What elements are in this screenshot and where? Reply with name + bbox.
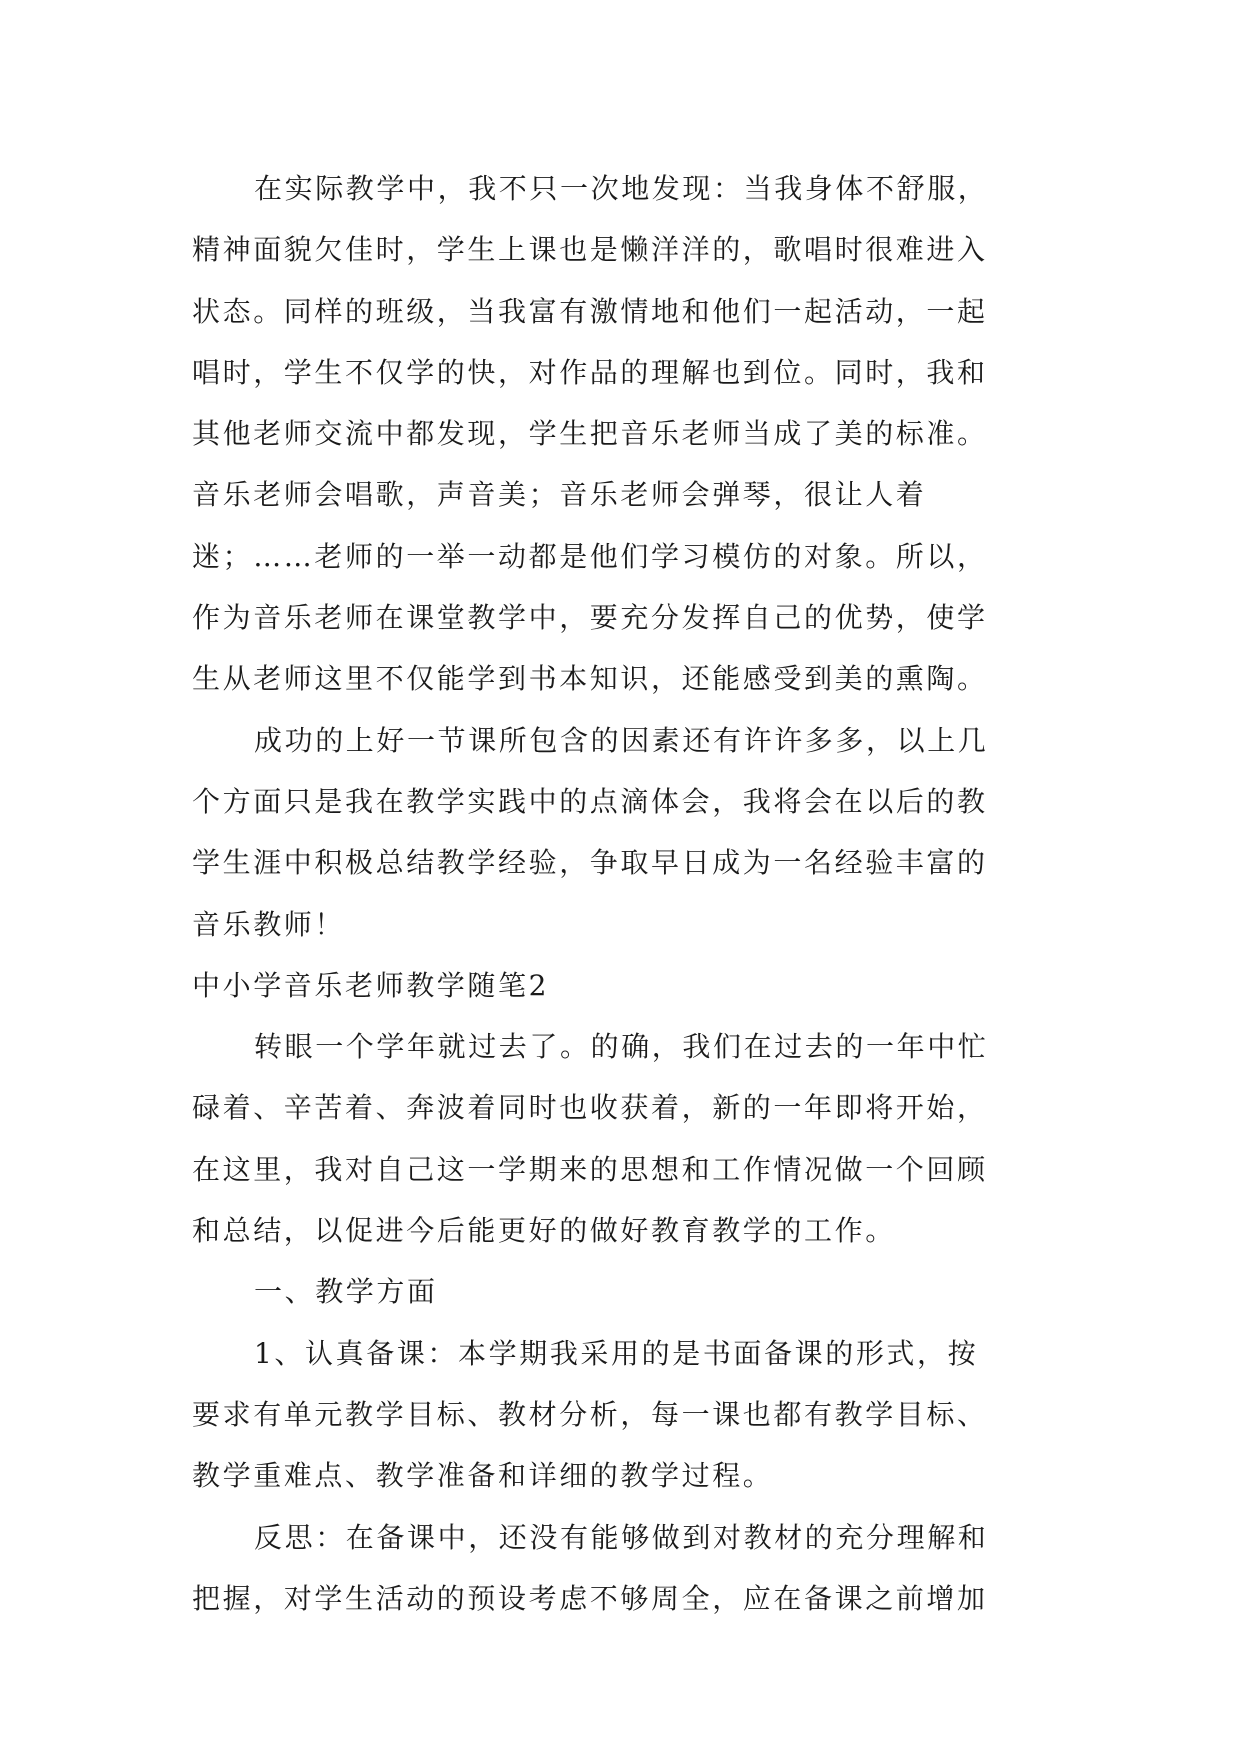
text-line: 作为音乐老师在课堂教学中，要充分发挥自己的优势，使学: [192, 601, 988, 635]
section-heading: 中小学音乐老师教学随笔2: [192, 968, 550, 1002]
text-line: 音乐老师会唱歌，声音美；音乐老师会弹琴，很让人着: [192, 478, 927, 512]
text-line: 碌着、辛苦着、奔波着同时也收获着，新的一年即将开始，: [192, 1091, 988, 1125]
text-line: 个方面只是我在教学实践中的点滴体会，我将会在以后的教: [192, 784, 988, 818]
text-line: 精神面貌欠佳时，学生上课也是懒洋洋的，歌唱时很难进入: [192, 233, 988, 267]
subsection-heading: 一、教学方面: [254, 1275, 438, 1309]
text-line: 学生涯中积极总结教学经验，争取早日成为一名经验丰富的: [192, 846, 988, 880]
text-line: 反思：在备课中，还没有能够做到对教材的充分理解和: [254, 1520, 989, 1554]
text-line: 在实际教学中，我不只一次地发现：当我身体不舒服，: [254, 172, 989, 205]
text-line: 成功的上好一节课所包含的因素还有许许多多，以上几: [254, 723, 989, 757]
text-line: 转眼一个学年就过去了。的确，我们在过去的一年中忙: [254, 1030, 989, 1064]
text-line: 教学重难点、教学准备和详细的教学过程。: [192, 1459, 774, 1493]
text-line: 其他老师交流中都发现，学生把音乐老师当成了美的标准。: [192, 417, 988, 451]
text-line: 在这里，我对自己这一学期来的思想和工作情况做一个回顾: [192, 1152, 988, 1186]
document-body: [192, 158, 1072, 1629]
text-line: 状态。同样的班级，当我富有激情地和他们一起活动，一起: [192, 294, 988, 328]
text-line: 和总结，以促进今后能更好的做好教育教学的工作。: [192, 1214, 896, 1248]
text-line: 迷；……老师的一举一动都是他们学习模仿的对象。所以，: [192, 539, 988, 573]
text-line: 音乐教师！: [192, 907, 346, 941]
text-line: 生从老师这里不仅能学到书本知识，还能感受到美的熏陶。: [192, 662, 988, 696]
text-line: 要求有单元教学目标、教材分析，每一课也都有教学目标、: [192, 1397, 988, 1431]
text-line: 1、认真备课：本学期我采用的是书面备课的形式，按: [254, 1336, 979, 1370]
text-line: 把握，对学生活动的预设考虑不够周全，应在备课之前增加: [192, 1581, 988, 1615]
text-line: 唱时，学生不仅学的快，对作品的理解也到位。同时，我和: [192, 355, 988, 389]
